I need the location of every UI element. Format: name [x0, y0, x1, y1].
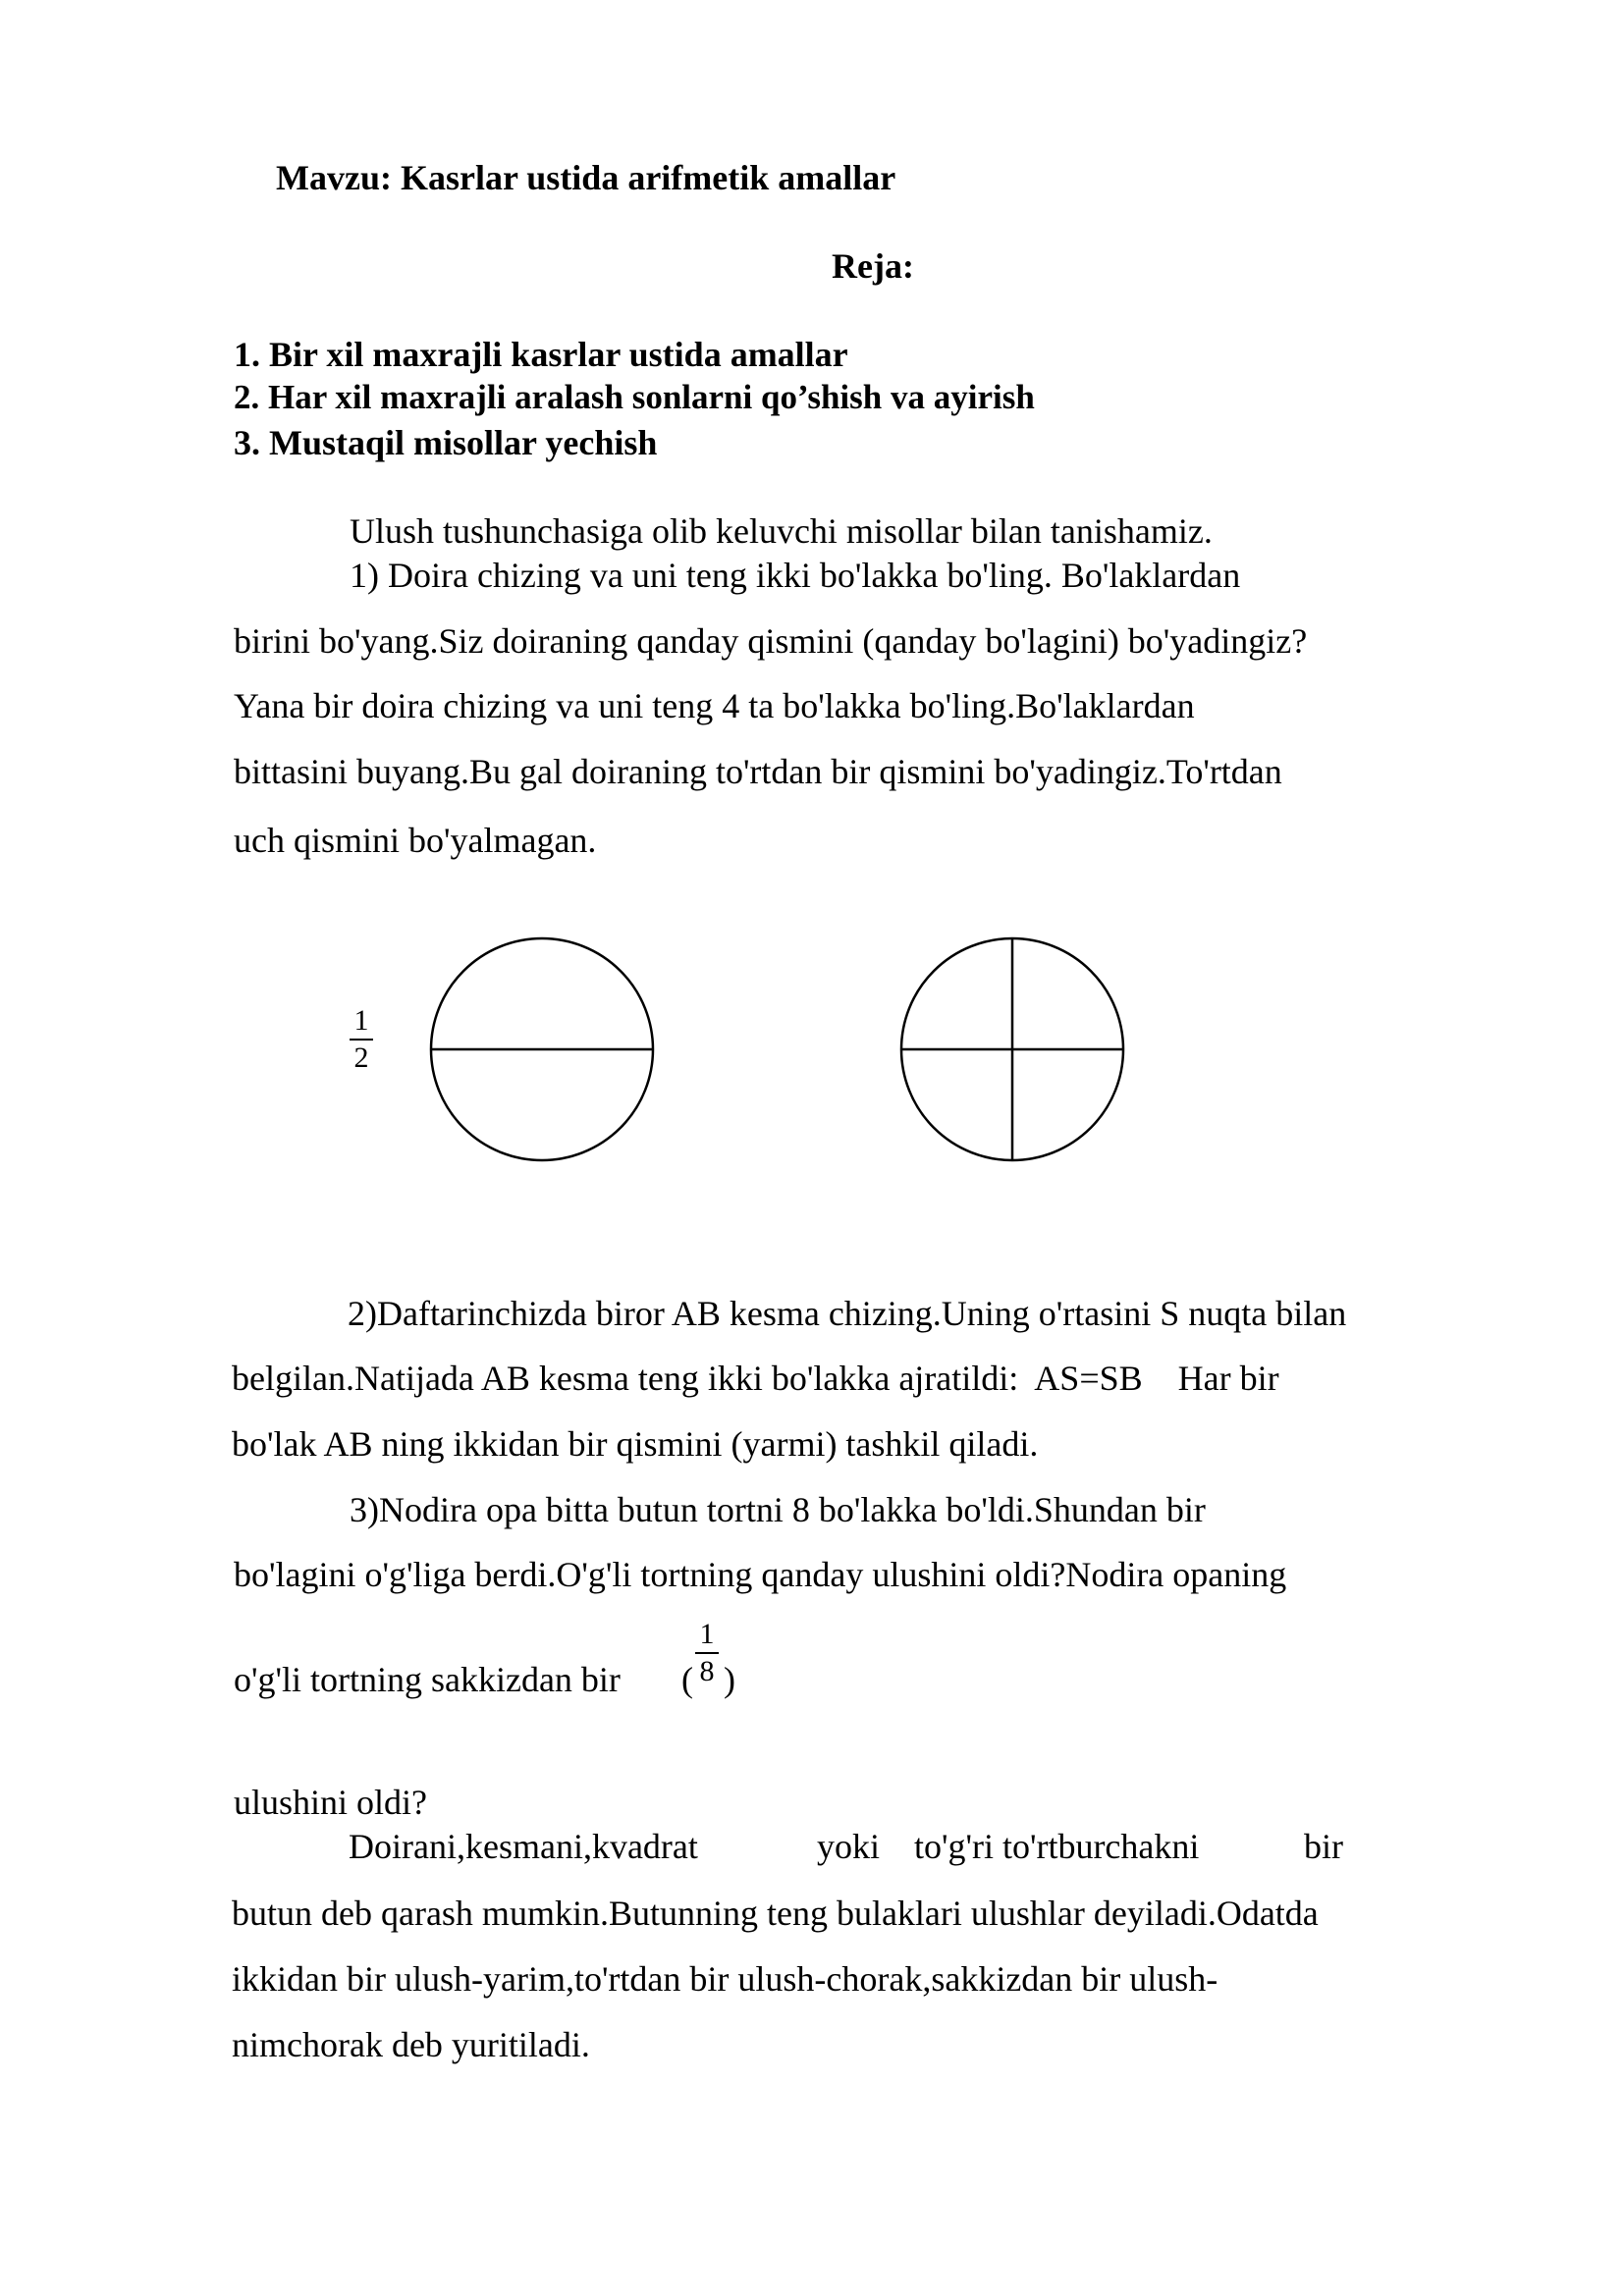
- circle-halves-diagram: [428, 935, 656, 1163]
- fraction-denominator: 8: [699, 1655, 715, 1687]
- fraction-numerator: 1: [353, 1004, 369, 1037]
- conclusion-word: bir: [1304, 1827, 1343, 1866]
- conclusion-word: to'g'ri to'rtburchakni: [914, 1827, 1200, 1866]
- fraction-bar: [350, 1039, 373, 1041]
- example2-line: bo'lak AB ning ikkidan bir qismini (yarmi) tashkil qiladi.: [232, 1424, 1039, 1464]
- paren-open: (: [681, 1660, 693, 1699]
- conclusion-line: nimchorak deb yuritiladi.: [232, 2025, 590, 2064]
- example3-line: bo'lagini o'g'liga berdi.O'g'li tortning qanday ulushini oldi?Nodira opaning: [234, 1555, 1287, 1594]
- example1-line: 1) Doira chizing va uni teng ikki bo'lakka bo'ling. Bo'laklardan: [350, 556, 1241, 595]
- example1-line: Yana bir doira chizing va uni teng 4 ta bo'lakka bo'ling.Bo'laklardan: [234, 686, 1195, 725]
- fraction-one-half: [350, 1006, 373, 1073]
- example1-line: uch qismini bo'yalmagan.: [234, 821, 597, 860]
- page-title: Mavzu: Kasrlar ustida arifmetik amallar: [276, 158, 896, 197]
- paren-close: ): [724, 1660, 735, 1699]
- fraction-bar: [695, 1652, 719, 1654]
- example1-line: birini bo'yang.Siz doiraning qanday qismini (qanday bo'lagini) bo'yadingiz?: [234, 621, 1308, 661]
- example2-line: belgilan.Natijada AB kesma teng ikki bo'lakka ajratildi: AS=SB Har bir: [232, 1359, 1279, 1398]
- example3-line: o'g'li tortning sakkizdan bir: [234, 1660, 621, 1699]
- example2-line: 2)Daftarinchizda biror AB kesma chizing.Uning o'rtasini S nuqta bilan: [348, 1294, 1347, 1333]
- circle-quarters-diagram: [898, 935, 1126, 1163]
- intro-paragraph: Ulush tushunchasiga olib keluvchi misollar bilan tanishamiz.: [350, 511, 1213, 551]
- conclusion-word: Doirani,kesmani,kvadrat: [349, 1827, 698, 1866]
- plan-item-3: 3. Mustaqil misollar yechish: [234, 423, 658, 462]
- fraction-numerator: 1: [699, 1618, 715, 1650]
- fraction-denominator: 2: [353, 1041, 369, 1074]
- conclusion-line: ikkidan bir ulush-yarim,to'rtdan bir ulush-chorak,sakkizdan bir ulush-: [232, 1959, 1218, 1999]
- example3-line: ulushini oldi?: [234, 1783, 427, 1822]
- plan-item-1: 1. Bir xil maxrajli kasrlar ustida amallar: [234, 335, 848, 374]
- example3-line: 3)Nodira opa bitta butun tortni 8 bo'lakka bo'ldi.Shundan bir: [350, 1490, 1206, 1529]
- plan-item-2: 2. Har xil maxrajli aralash sonlarni qo’shish va ayirish: [234, 378, 1035, 416]
- fraction-one-eighth: [695, 1620, 719, 1686]
- plan-heading: Reja:: [832, 246, 914, 286]
- example1-line: bittasini buyang.Bu gal doiraning to'rtdan bir qismini bo'yadingiz.To'rtdan: [234, 752, 1282, 791]
- conclusion-line: butun deb qarash mumkin.Butunning teng bulaklari ulushlar deyiladi.Odatda: [232, 1894, 1319, 1933]
- conclusion-word: yoki: [817, 1827, 881, 1866]
